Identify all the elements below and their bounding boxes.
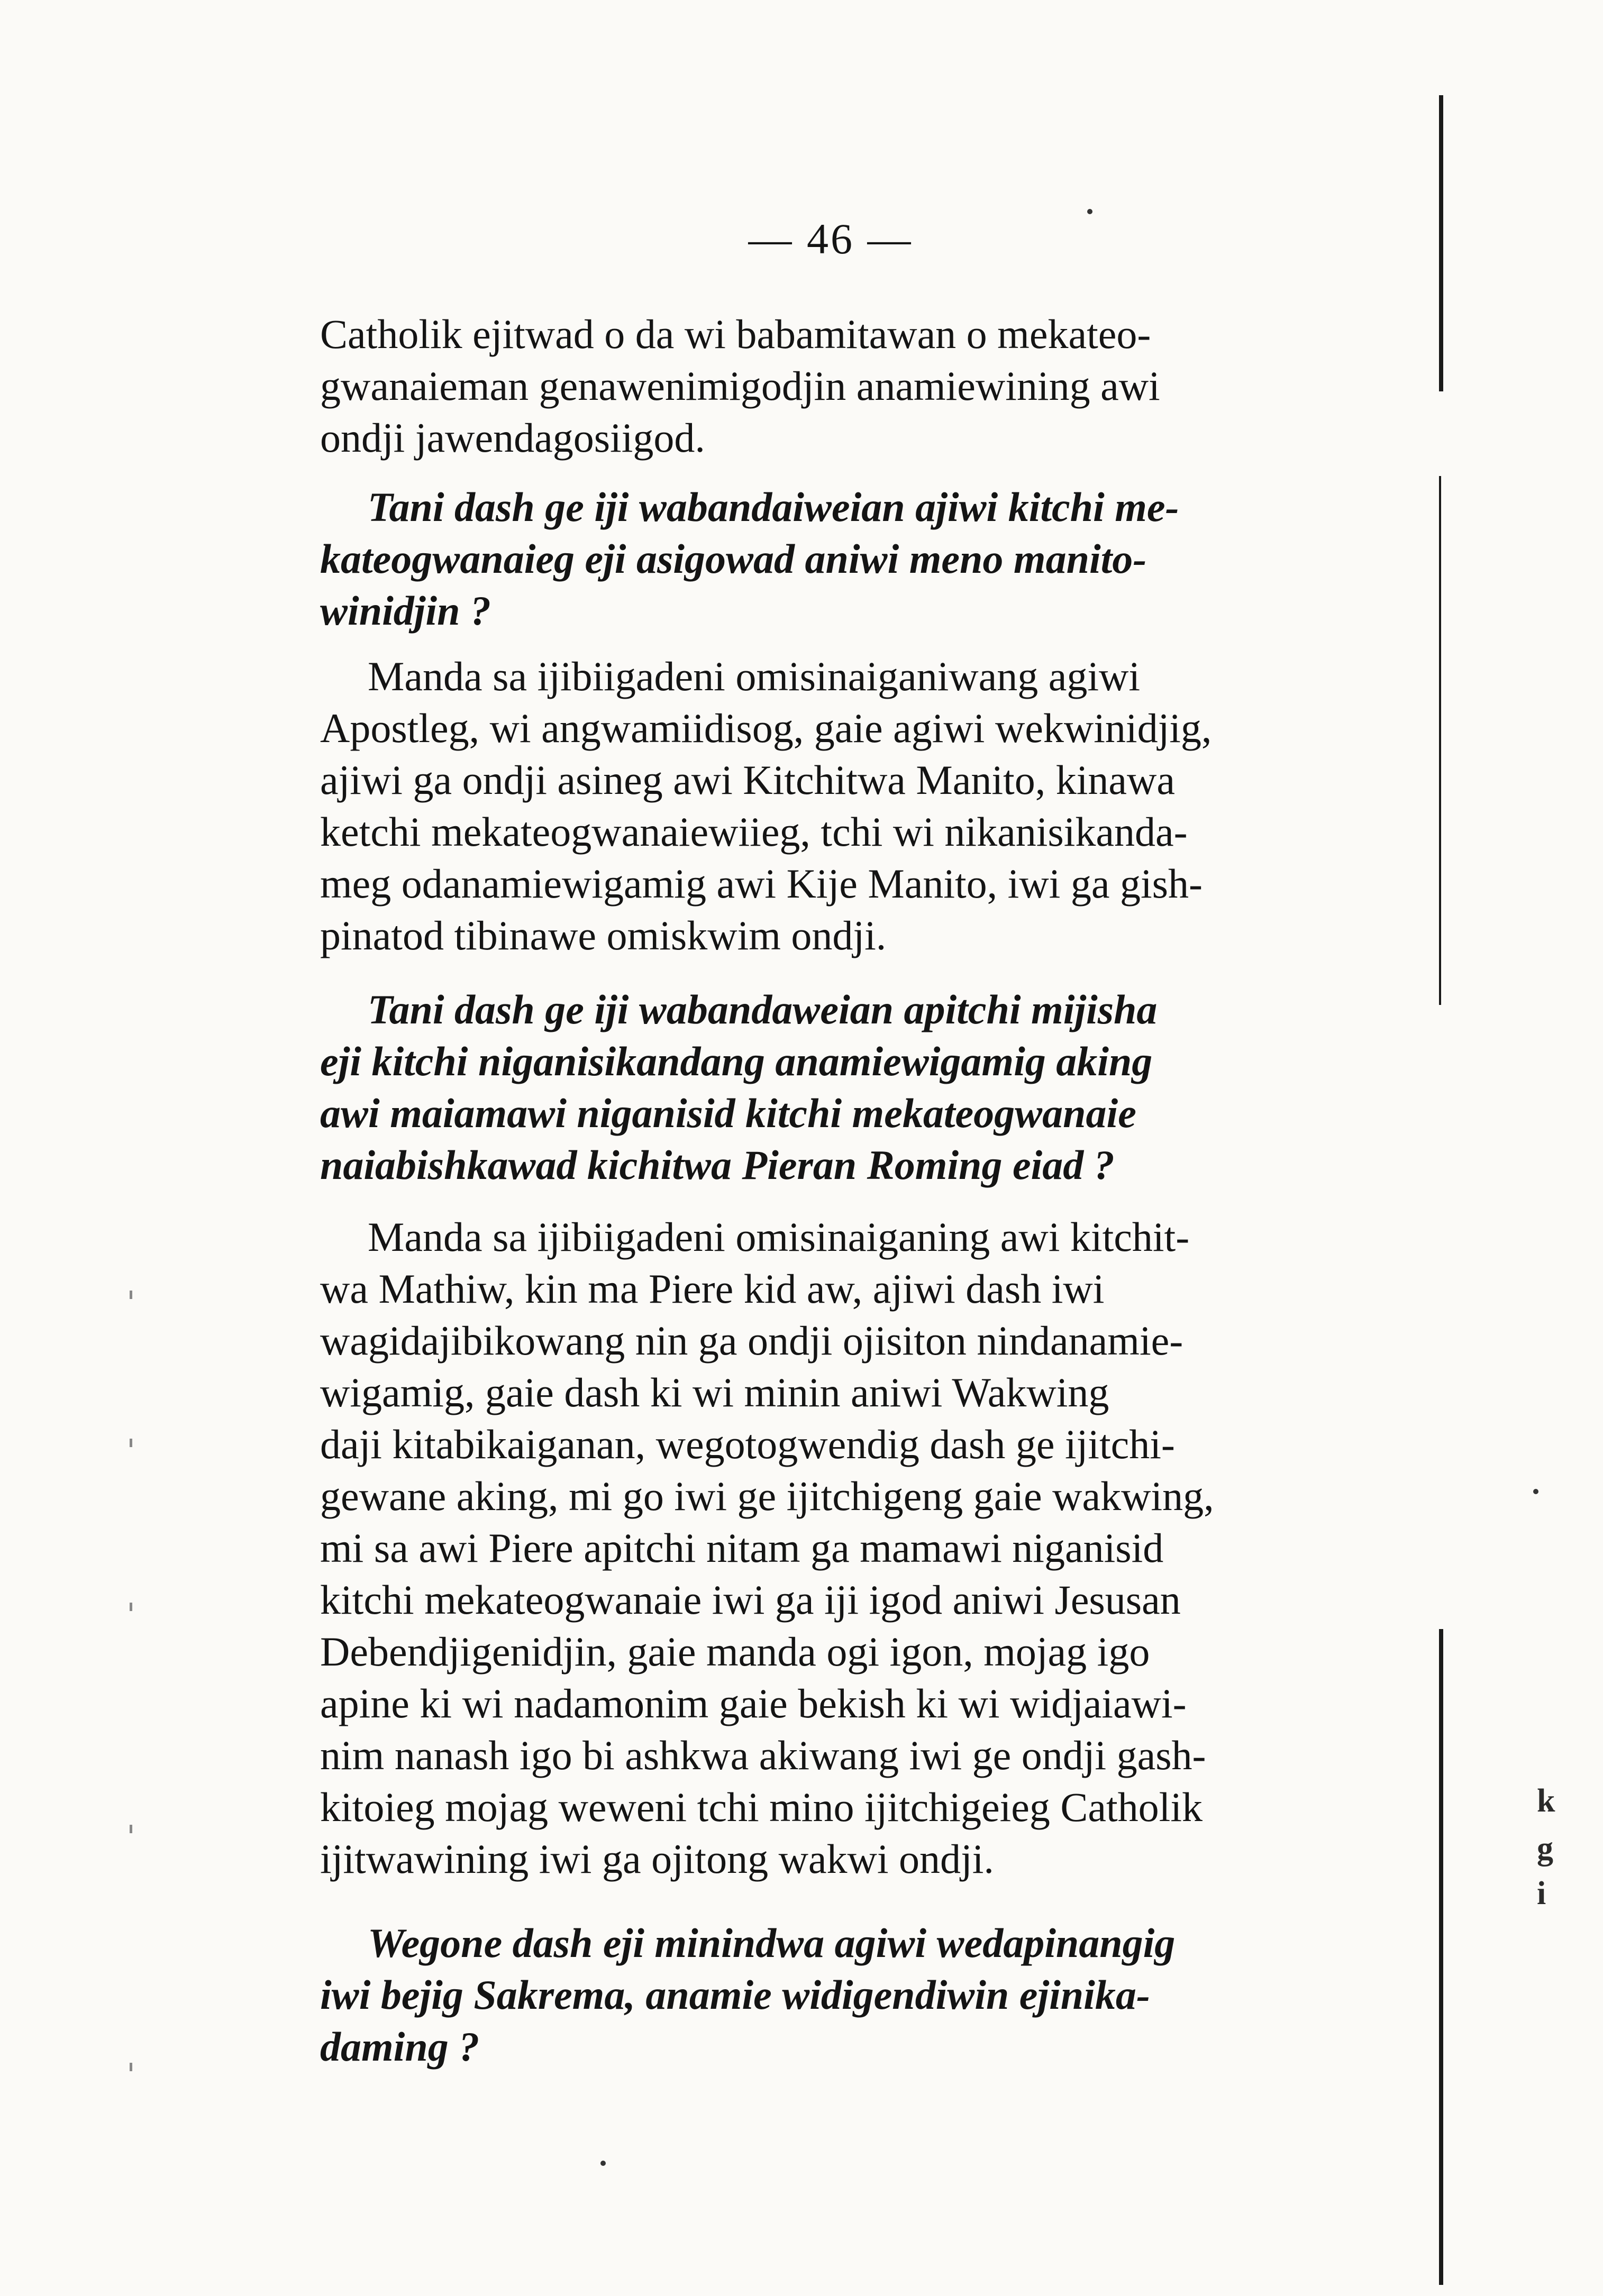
text-line: winidjin ? bbox=[320, 588, 491, 634]
margin-mark: k bbox=[1537, 1783, 1555, 1819]
margin-mark: i bbox=[1537, 1876, 1546, 1911]
text-line: iwi bejig Sakrema, anamie widigendiwin ejinika- bbox=[320, 1972, 1150, 2018]
text-line: Manda sa ijibiigadeni omisinaiganiwang agiwi bbox=[368, 653, 1141, 699]
text-line: kitchi mekateogwanaie iwi ga iji igod aniwi Jesusan bbox=[320, 1577, 1181, 1623]
binding-edge-rule bbox=[1439, 1629, 1443, 2285]
paragraph-question-3 bbox=[320, 1917, 1336, 2073]
text-line: kateogwanaieg eji asigowad aniwi meno manito- bbox=[320, 536, 1147, 582]
scan-speck bbox=[600, 2161, 606, 2166]
scan-speck bbox=[1087, 209, 1092, 214]
text-line: wigamig, gaie dash ki wi minin aniwi Wakwing bbox=[320, 1369, 1109, 1415]
scan-speck bbox=[130, 1439, 132, 1447]
text-line: ondji jawendagosiigod. bbox=[320, 415, 705, 461]
paragraph-answer-3 bbox=[320, 1211, 1336, 1885]
scan-speck bbox=[130, 1825, 132, 1833]
text-line: nim nanash igo bi ashkwa akiwang iwi ge ondji gash- bbox=[320, 1732, 1206, 1778]
text-line: gewane aking, mi go iwi ge ijitchigeng gaie wakwing, bbox=[320, 1473, 1214, 1519]
text-line: gwanaieman genawenimigodjin anamiewining awi bbox=[320, 363, 1160, 409]
text-line: eji kitchi niganisikandang anamiewigamig aking bbox=[320, 1038, 1153, 1084]
text-line: meg odanamiewigamig awi Kije Manito, iwi ga gish- bbox=[320, 861, 1203, 907]
paragraph-question-2 bbox=[320, 984, 1336, 1191]
text-line: wa Mathiw, kin ma Piere kid aw, ajiwi dash iwi bbox=[320, 1266, 1105, 1312]
page-number: — 46 — bbox=[748, 215, 913, 263]
text-line: daji kitabikaiganan, wegotogwendig dash ge ijitchi- bbox=[320, 1421, 1175, 1467]
text-line: Debendjigenidjin, gaie manda ogi igon, mojag igo bbox=[320, 1629, 1150, 1675]
text-line: apine ki wi nadamonim gaie bekish ki wi widjaiawi- bbox=[320, 1680, 1187, 1726]
binding-edge-rule bbox=[1439, 476, 1441, 1005]
scan-speck bbox=[1533, 1489, 1538, 1494]
scan-speck bbox=[130, 1603, 132, 1611]
text-line: Apostleg, wi angwamiidisog, gaie agiwi wekwinidjig, bbox=[320, 705, 1212, 751]
text-line: naiabishkawad kichitwa Pieran Roming eiad ? bbox=[320, 1142, 1115, 1188]
text-line: Tani dash ge iji wabandaiweian ajiwi kitchi me- bbox=[368, 484, 1179, 530]
text-line: ijitwawining iwi ga ojitong wakwi ondji. bbox=[320, 1836, 994, 1882]
text-line: kitoieg mojag weweni tchi mino ijitchigeieg Catholik bbox=[320, 1784, 1203, 1830]
text-line: ajiwi ga ondji asineg awi Kitchitwa Manito, kinawa bbox=[320, 757, 1175, 803]
margin-mark: g bbox=[1537, 1831, 1553, 1867]
text-line: pinatod tibinawe omiskwim ondji. bbox=[320, 912, 887, 958]
text-line: Tani dash ge iji wabandaweian apitchi mijisha bbox=[368, 986, 1158, 1032]
binding-edge-rule bbox=[1439, 95, 1443, 391]
text-line: awi maiamawi niganisid kitchi mekateogwanaie bbox=[320, 1090, 1136, 1136]
text-line: mi sa awi Piere apitchi nitam ga mamawi niganisid bbox=[320, 1525, 1164, 1571]
text-line: wagidajibikowang nin ga ondji ojisiton nindanamie- bbox=[320, 1318, 1183, 1364]
text-line: daming ? bbox=[320, 2024, 480, 2070]
paragraph-answer-1 bbox=[320, 308, 1336, 464]
text-line: Catholik ejitwad o da wi babamitawan o mekateo- bbox=[320, 311, 1151, 357]
text-line: Manda sa ijibiigadeni omisinaiganing awi kitchit- bbox=[368, 1214, 1190, 1260]
text-line: Wegone dash eji minindwa agiwi wedapinangig bbox=[368, 1920, 1176, 1966]
scan-speck bbox=[130, 1291, 132, 1299]
paragraph-question-1 bbox=[320, 481, 1336, 637]
paragraph-answer-2 bbox=[320, 651, 1336, 962]
scan-speck bbox=[130, 2063, 132, 2071]
text-line: ketchi mekateogwanaiewiieg, tchi wi nikanisikanda- bbox=[320, 809, 1188, 855]
